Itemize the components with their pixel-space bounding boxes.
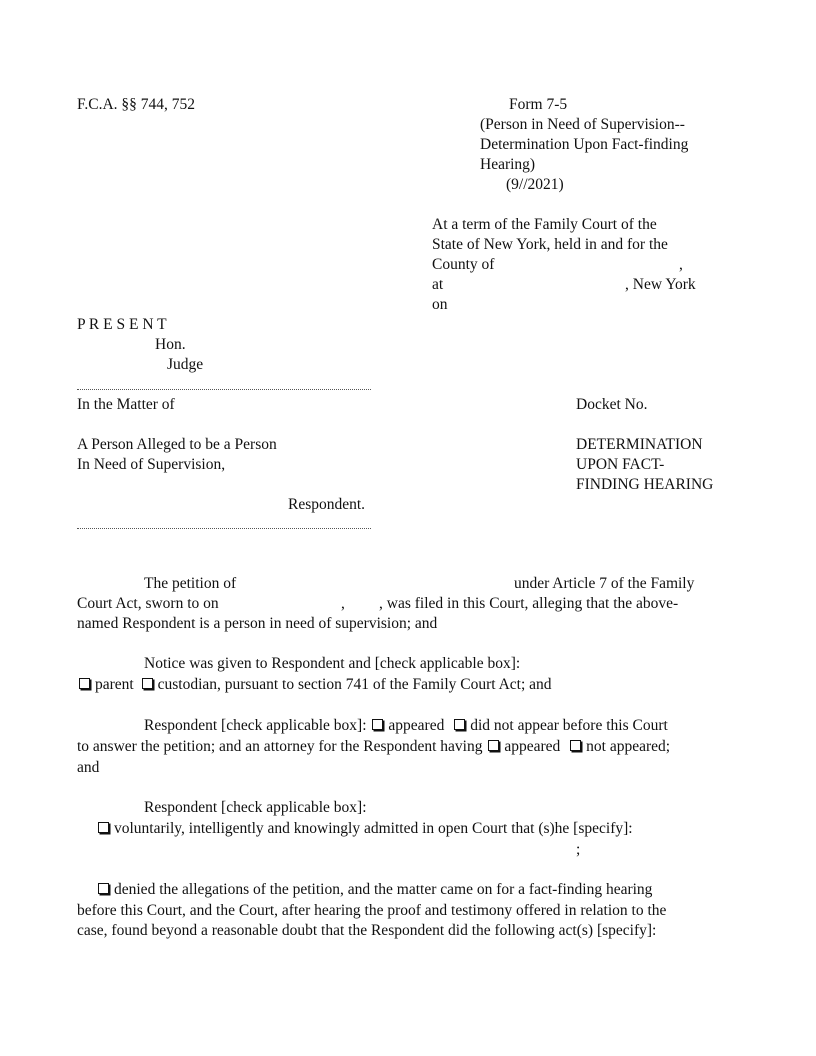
admission-lead: Respondent [check applicable box]: (144, 799, 367, 816)
denial-text: denied the allegations of the petition, and the matter came on for a fact-finding hearing (114, 881, 653, 898)
admitted-label: voluntarily, intelligently and knowingly admitted in open Court that (s)he [specify]: (114, 820, 633, 837)
attorney-appeared-checkbox[interactable] (488, 740, 499, 751)
appearance-and: and (77, 759, 100, 776)
court-term-line: State of New York, held in and for the (432, 236, 668, 253)
form-description-line: (Person in Need of Supervision-- (480, 116, 685, 133)
dotted-divider (77, 528, 371, 529)
document-title-line: FINDING HEARING (576, 476, 714, 493)
appearance-line (144, 716, 668, 736)
attorney-not-appeared-label: not appeared; (586, 738, 671, 755)
petition-text: Court Act, sworn to on (77, 595, 219, 612)
on-label: on (432, 296, 448, 313)
form-date: (9//2021) (506, 176, 564, 193)
county-label: County of (432, 256, 495, 273)
petition-text: The petition of (144, 575, 237, 592)
custodian-checkbox[interactable] (142, 678, 153, 689)
petition-text: , (341, 595, 345, 612)
appearance-lead: Respondent [check applicable box]: (144, 717, 367, 734)
appeared-checkbox[interactable] (372, 719, 383, 730)
petition-text: under Article 7 of the Family (514, 575, 695, 592)
parent-option-label: parent (95, 676, 134, 693)
appearance-line (77, 737, 670, 757)
document-title-line: UPON FACT- (576, 456, 665, 473)
court-term-line: At a term of the Family Court of the (432, 216, 657, 233)
admitted-checkbox[interactable] (98, 822, 109, 833)
petition-text: , was filed in this Court, alleging that the above- (379, 595, 679, 612)
new-york-label: , New York (625, 276, 696, 293)
did-not-appear-label: did not appear before this Court (470, 717, 668, 734)
in-the-matter-of: In the Matter of (77, 396, 175, 413)
dotted-divider (77, 389, 371, 390)
denial-text: before this Court, and the Court, after hearing the proof and testimony offered in relation to the (77, 902, 667, 919)
petition-text: named Respondent is a person in need of supervision; and (77, 615, 438, 632)
form-description-line: Hearing) (480, 156, 536, 173)
present-label: P R E S E N T (77, 316, 167, 333)
did-not-appear-checkbox[interactable] (454, 719, 465, 730)
denied-checkbox[interactable] (98, 883, 109, 894)
parent-checkbox[interactable] (79, 678, 90, 689)
notice-rest-text: pursuant to section 741 of the Family Court Act; and (220, 676, 552, 693)
admission-line (96, 819, 633, 839)
form-description-line: Determination Upon Fact-finding (480, 136, 689, 153)
document-title-line: DETERMINATION (576, 436, 703, 453)
custodian-option-label: custodian, (157, 676, 221, 693)
respondent-label: Respondent. (288, 496, 366, 513)
notice-text: Notice was given to Respondent and [check applicable box]: (144, 655, 521, 672)
admission-semicolon: ; (576, 841, 581, 858)
docket-label: Docket No. (576, 396, 648, 413)
person-description-line: A Person Alleged to be a Person (77, 436, 277, 453)
statute-reference: F.C.A. §§ 744, 752 (77, 96, 196, 113)
denial-text: case, found beyond a reasonable doubt that the Respondent did the following act(s) [specify]: (77, 922, 657, 939)
appeared-label: appeared (388, 717, 445, 734)
notice-options (77, 675, 552, 695)
person-description-line: In Need of Supervision, (77, 456, 226, 473)
attorney-appeared-label: appeared (504, 738, 561, 755)
denial-line (96, 880, 652, 900)
hon-label: Hon. (155, 336, 186, 353)
at-label: at (432, 276, 444, 293)
attorney-not-appeared-checkbox[interactable] (570, 740, 581, 751)
attorney-text: to answer the petition; and an attorney for the Respondent having (77, 738, 483, 755)
judge-label: Judge (167, 356, 204, 373)
county-comma: , (679, 256, 683, 273)
form-number: Form 7-5 (509, 96, 568, 113)
